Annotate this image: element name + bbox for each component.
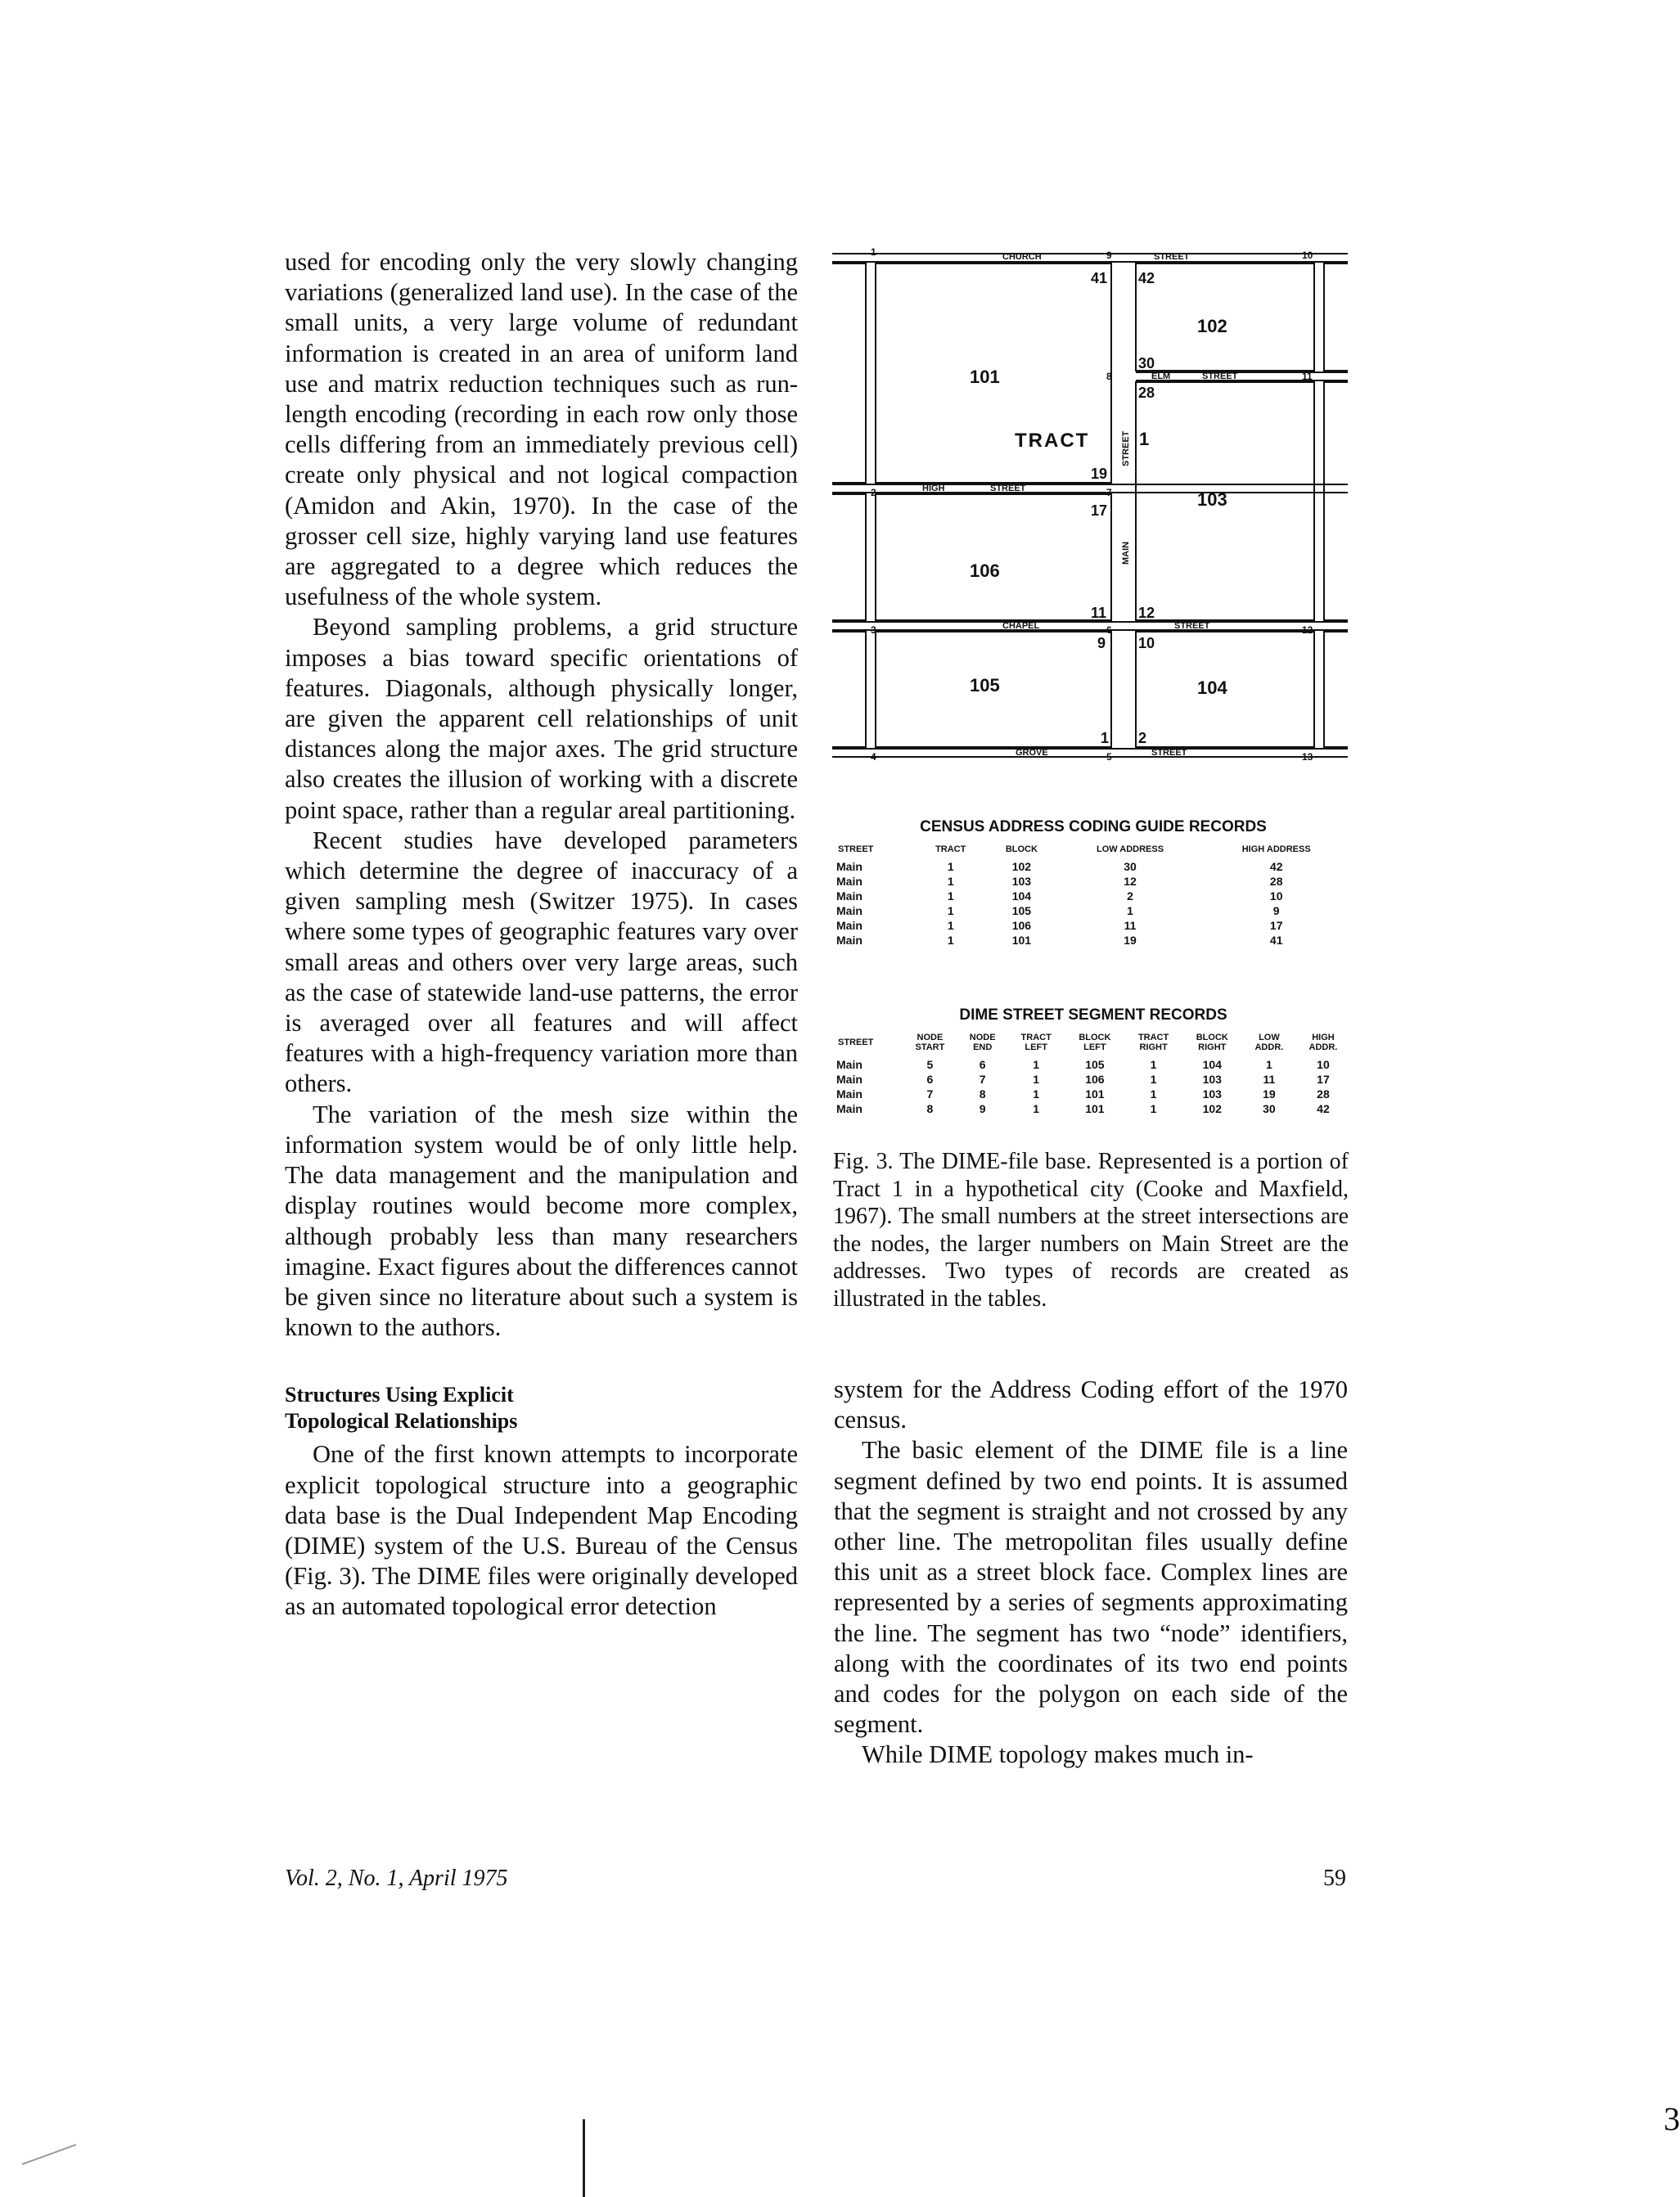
table-cell: 28: [1317, 1087, 1330, 1101]
table-cell: 8: [979, 1087, 986, 1101]
street-label: GROVE: [1016, 748, 1048, 758]
paragraph: used for encoding only the very slowly changing variations (generalized land use). In the case of the small units, a very large volume of redundant information is created in an area of uniform land use and matrix reduction techniques such as run-length encoding (recording in each row only those cells differing from an immediately previous cell) create only physical and not logical compaction (Amidon and Akin, 1970). In the case of the grosser cell size, highly varying land use features are aggregated to a degree which reduces the usefulness of the whole system.: [285, 248, 798, 611]
table-cell: 104: [1202, 1058, 1222, 1071]
column-header: BLOCK: [1005, 844, 1038, 854]
table-cell: Main: [836, 1058, 863, 1071]
table-cell: Main: [836, 1073, 863, 1086]
table-cell: Main: [836, 860, 863, 873]
street-label: ELM: [1151, 371, 1171, 381]
paragraph: The variation of the mesh size within the information system would be of only little help. The data management and the manipulation and display routines would become more complex, although probably less than many researchers imagine. Exact figures about the differences cannot be given since no literature about such a system is known to the authors.: [285, 1100, 798, 1342]
column-header: TRACT LEFT: [1020, 1033, 1052, 1052]
street-label: STREET: [1121, 430, 1131, 466]
node-label: 12: [1302, 624, 1313, 636]
table-cell: 102: [1011, 860, 1032, 873]
address-label: 11: [1091, 605, 1107, 621]
scan-mark: [583, 2119, 585, 2197]
table-cell: 103: [1202, 1087, 1222, 1101]
paragraph: system for the Address Coding effort of the 1970 census.: [834, 1375, 1348, 1434]
census-address-table: [836, 818, 1350, 948]
table-cell: 7: [926, 1087, 934, 1101]
address-label: 9: [1097, 635, 1106, 651]
block-label: 102: [1197, 316, 1227, 336]
table-cell: 1: [947, 904, 954, 917]
table-header-row: [836, 844, 1350, 859]
tract-label: TRACT: [1015, 430, 1090, 452]
table-cell: 41: [1269, 934, 1283, 947]
column-header: HIGH ADDR.: [1308, 1033, 1338, 1052]
figure-caption: Fig. 3. The DIME-file base. Represented is a portion of Tract 1 in a hypothetical city (Cooke and Maxfield, 1967). The small numbers at the street intersections are the nodes, the larger numbers on Main Street are the addresses. Two types of records are created as illustrated in the tables.: [833, 1149, 1349, 1312]
table-cell: 104: [1011, 889, 1032, 903]
table-cell: 1: [947, 889, 954, 903]
table-cell: 11: [1263, 1073, 1276, 1086]
table-cell: 30: [1263, 1102, 1276, 1115]
paragraph: Beyond sampling problems, a grid structure imposes a bias toward specific orientations of features. Diagonals, although physically longer, are given the apparent cell relationships of unit distances along the major axes. The grid structure also creates the illusion of working with a discrete point space, rather than a regular areal partitioning.: [285, 613, 798, 824]
dime-map-figure: [831, 245, 1354, 769]
node-label: 2: [871, 487, 876, 498]
address-label: 28: [1138, 385, 1155, 401]
block-label: 105: [970, 675, 1000, 696]
table-cell: 1: [1150, 1073, 1157, 1086]
street-label: STREET: [1151, 748, 1187, 758]
table-cell: 101: [1011, 934, 1032, 947]
block-label: 106: [970, 561, 1000, 581]
table-cell: 1: [1033, 1073, 1040, 1086]
census-records-table: [836, 844, 1350, 948]
node-label: 11: [1302, 371, 1313, 382]
table-cell: 1: [1033, 1087, 1040, 1101]
table-cell: 102: [1202, 1102, 1222, 1115]
node-label: 5: [1106, 751, 1112, 763]
address-label: 17: [1091, 502, 1108, 519]
street-map: [831, 245, 1354, 769]
table-cell: Main: [836, 919, 863, 932]
node-label: 13: [1302, 751, 1313, 763]
address-label: 42: [1138, 270, 1155, 286]
table-cell: 42: [1269, 860, 1283, 873]
table-cell: 2: [1127, 889, 1133, 903]
table-cell: Main: [836, 1102, 863, 1115]
journal-footer: Vol. 2, No. 1, April 1975: [285, 1866, 508, 1891]
address-label: 41: [1091, 270, 1108, 286]
dime-records-table: [836, 1033, 1350, 1116]
table-row: [836, 1057, 1350, 1072]
margin-mark: 3: [1664, 2100, 1680, 2137]
table-row: [836, 1101, 1350, 1116]
right-column: [834, 1375, 1348, 1771]
table-row: [836, 903, 1350, 918]
table-cell: 10: [1269, 889, 1283, 903]
table-cell: 17: [1317, 1073, 1330, 1086]
table-cell: 42: [1317, 1102, 1330, 1115]
street-label: STREET: [1174, 621, 1210, 631]
table-cell: 1: [947, 860, 954, 873]
table-row: [836, 933, 1350, 948]
table-row: [836, 1072, 1350, 1087]
dime-segment-table: [836, 1006, 1350, 1116]
table-cell: 106: [1085, 1073, 1105, 1086]
table-cell: 19: [1124, 934, 1137, 947]
street-label: HIGH: [922, 484, 945, 493]
page-number: 59: [1323, 1866, 1346, 1891]
column-header: LOW ADDRESS: [1096, 844, 1164, 854]
table-cell: Main: [836, 934, 863, 947]
table-cell: 7: [979, 1073, 986, 1086]
table-cell: 101: [1085, 1087, 1105, 1101]
table-cell: 1: [947, 934, 954, 947]
table-cell: 10: [1317, 1058, 1330, 1071]
table-cell: Main: [836, 1087, 863, 1101]
street-label: STREET: [1202, 371, 1238, 381]
table-cell: 30: [1124, 860, 1137, 873]
table-cell: 1: [1150, 1087, 1157, 1101]
column-header: STREET: [838, 1038, 874, 1047]
table-cell: 1: [947, 875, 954, 888]
tract-number: 1: [1139, 429, 1150, 449]
table-cell: 103: [1011, 875, 1032, 888]
street-label: STREET: [1154, 252, 1190, 262]
table-cell: 101: [1085, 1102, 1105, 1115]
table-cell: 1: [1033, 1058, 1040, 1071]
table-cell: 1: [1033, 1102, 1040, 1115]
table-cell: 1: [1150, 1058, 1157, 1071]
table-row: [836, 889, 1350, 903]
paragraph: One of the first known attempts to incorporate explicit topological structure into a geographic data base is the Dual Independent Map Encoding (DIME) system of the U.S. Bureau of the Census (Fig. 3). The DIME files were originally developed as an automated topological error detection: [285, 1440, 798, 1621]
table-cell: 12: [1124, 875, 1137, 888]
block-label: 104: [1197, 678, 1227, 698]
node-label: 7: [1106, 487, 1112, 498]
paragraph: While DIME topology makes much in-: [862, 1740, 1254, 1769]
table-cell: 6: [926, 1073, 934, 1086]
node-label: 6: [1106, 624, 1112, 636]
scan-mark: [22, 2144, 76, 2165]
table-cell: 1: [1150, 1102, 1157, 1115]
address-label: 12: [1138, 605, 1155, 621]
table-row: [836, 918, 1350, 933]
table-header-row: [836, 1033, 1350, 1057]
table-cell: 105: [1011, 904, 1032, 917]
block-label: 101: [970, 367, 1000, 387]
street-label: CHURCH: [1002, 252, 1042, 262]
table-row: [836, 1087, 1350, 1101]
block-label: 103: [1197, 489, 1227, 510]
column-header: STREET: [838, 844, 874, 854]
table-cell: Main: [836, 904, 863, 917]
node-label: 4: [871, 751, 876, 763]
table-row: [836, 859, 1350, 874]
table-cell: 9: [1272, 904, 1280, 917]
column-header: TRACT: [935, 844, 966, 854]
address-label: 2: [1138, 730, 1147, 746]
address-label: 1: [1101, 730, 1110, 746]
table-cell: 8: [926, 1102, 934, 1115]
table-cell: 1: [947, 919, 954, 932]
table-cell: 19: [1263, 1087, 1276, 1101]
section-heading: Structures Using Explicit Topological Relationships: [285, 1383, 518, 1434]
column-header: NODE START: [915, 1033, 945, 1052]
table-title: DIME STREET SEGMENT RECORDS: [959, 1006, 1227, 1024]
table-cell: 17: [1269, 919, 1283, 932]
table-row: [836, 874, 1350, 889]
table-cell: 105: [1085, 1058, 1105, 1071]
table-cell: 1: [1266, 1058, 1272, 1071]
address-label: 19: [1091, 466, 1108, 482]
street-label: CHAPEL: [1002, 621, 1040, 631]
street-label: MAIN: [1121, 541, 1131, 565]
table-cell: 5: [926, 1058, 934, 1071]
node-label: 8: [1106, 371, 1112, 382]
table-cell: Main: [836, 875, 863, 888]
table-cell: 103: [1202, 1073, 1222, 1086]
table-cell: 1: [1127, 904, 1133, 917]
address-label: 10: [1138, 635, 1155, 651]
node-label: 10: [1302, 250, 1313, 261]
table-cell: 106: [1011, 919, 1032, 932]
left-column: [285, 247, 798, 1623]
table-cell: 9: [979, 1102, 986, 1115]
column-header: BLOCK RIGHT: [1196, 1033, 1228, 1052]
node-label: 3: [871, 624, 876, 636]
paragraph: Recent studies have developed parameters which determine the degree of inaccuracy of a given sampling mesh (Switzer 1975). In cases where some types of geographic features vary over small areas and others over very large areas, such as the case of statewide land-use patterns, the error is averaged over all features and will affect features with a high-frequency variation more than others.: [285, 826, 798, 1098]
column-header: NODE END: [969, 1033, 996, 1052]
column-header: TRACT RIGHT: [1137, 1033, 1169, 1052]
column-header: HIGH ADDRESS: [1241, 844, 1311, 854]
table-title: CENSUS ADDRESS CODING GUIDE RECORDS: [920, 818, 1267, 835]
table-cell: 6: [979, 1058, 986, 1071]
table-cell: 11: [1124, 919, 1137, 932]
column-header: LOW ADDR.: [1254, 1033, 1284, 1052]
table-cell: 28: [1269, 875, 1283, 888]
street-label: STREET: [990, 484, 1026, 493]
table-cell: Main: [836, 889, 863, 903]
node-label: 1: [871, 246, 876, 258]
address-label: 30: [1138, 355, 1155, 371]
column-header: BLOCK LEFT: [1079, 1033, 1111, 1052]
node-label: 9: [1106, 250, 1112, 261]
paragraph: The basic element of the DIME file is a line segment defined by two end points. It is assumed that the segment is straight and not crossed by any other line. The metropolitan files usually define this unit as a street block face. Complex lines are represented by a series of segments approximating the line. The segment has two “node” identifiers, along with the coordinates of its two end points and codes for the polygon on each side of the segment.: [834, 1436, 1348, 1739]
